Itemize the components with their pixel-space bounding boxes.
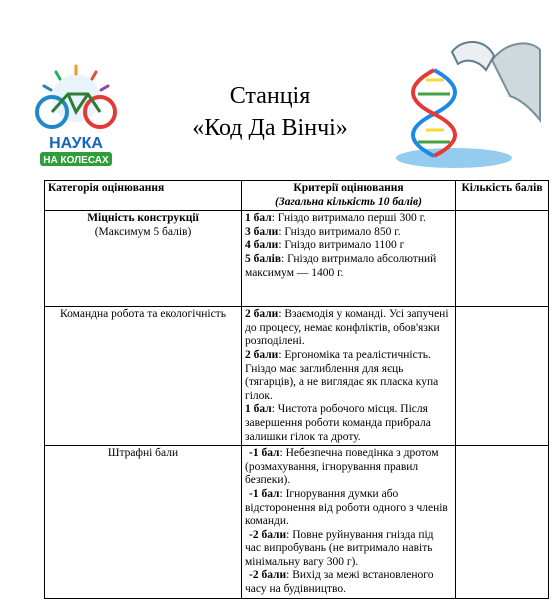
- criteria-label: -2 бали: [249, 569, 287, 582]
- category-title: Міцність конструкції: [87, 212, 199, 225]
- criteria-item: [245, 349, 452, 403]
- criteria-label: 1 бал: [245, 212, 272, 225]
- criteria-item: [245, 253, 452, 280]
- criteria-label: 2 бали: [245, 308, 279, 321]
- table-row-strength: [45, 211, 549, 307]
- criteria-cell: [242, 307, 456, 446]
- criteria-label: -1 бал: [249, 487, 280, 500]
- criteria-item: [245, 403, 452, 444]
- grading-table: [44, 180, 549, 599]
- header-points: Кількість балів: [456, 181, 549, 211]
- criteria-label: -2 бали: [249, 528, 287, 541]
- dna-helix: [413, 70, 455, 156]
- robot-hand-dna-icon: [382, 30, 542, 172]
- criteria-text: : Гніздо витримало 1100 г: [278, 239, 405, 252]
- criteria-label: -1 бал: [249, 447, 280, 460]
- criteria-item: [245, 212, 452, 226]
- criteria-item: [245, 569, 452, 596]
- criteria-label: 1 бал: [245, 403, 272, 416]
- category-note: (Максимум 5 балів): [94, 225, 192, 238]
- glow-base: [396, 148, 512, 168]
- header-criteria-title: Критерії оцінювання: [293, 182, 404, 194]
- criteria-label: 2 бали: [245, 348, 279, 361]
- criteria-label: 5 балів: [245, 252, 282, 265]
- category-cell: [45, 446, 242, 599]
- header-criteria: [242, 181, 456, 211]
- points-cell: [456, 211, 549, 307]
- criteria-text: : Вихід за межі встановленого часу на будівництво.: [245, 569, 434, 596]
- criteria-item: [245, 239, 452, 253]
- category-cell: [45, 211, 242, 307]
- points-cell: [456, 446, 549, 599]
- criteria-text: : Гніздо витримало абсолютний максимум — 1400 г.: [245, 252, 437, 279]
- table-row-penalties: [45, 446, 549, 599]
- criteria-text: : Повне руйнування гнізда під час випробувань (не витримало навіть мінімальну вагу 300 г).: [245, 528, 434, 568]
- station-title: [150, 80, 390, 144]
- header-criteria-subtitle: (Загальна кількість 10 балів): [275, 195, 422, 208]
- title-line-2: «Код Да Вінчі»: [192, 115, 348, 141]
- criteria-item: [245, 447, 452, 488]
- criteria-cell: [242, 446, 456, 599]
- logo-text-top: НАУКА: [49, 135, 103, 152]
- header-category: Категорія оцінювання: [45, 181, 242, 211]
- category-title: Штрафні бали: [107, 447, 179, 460]
- table-header-row: [45, 181, 549, 211]
- criteria-text: : Небезпечна поведінка з дротом (розмахування, ігнорування правил безпеки).: [245, 447, 439, 487]
- criteria-item: [245, 529, 452, 570]
- table-row-teamwork: [45, 307, 549, 446]
- criteria-text: : Взаємодія у команді. Усі запучені до процесу, немає конфліктів, обов'язки розподілені.: [245, 308, 449, 348]
- criteria-cell: [242, 211, 456, 307]
- criteria-text: : Ергономіка та реалістичність. Гніздо має заглиблення для яєць (тягарців), а не виглядає як пласка купа гілок.: [245, 348, 439, 402]
- robot-arm: [492, 43, 540, 120]
- criteria-text: : Гніздо витримало 850 г.: [278, 225, 401, 238]
- criteria-label: 4 бали: [245, 239, 279, 252]
- robot-finger: [452, 42, 494, 70]
- points-cell: [456, 307, 549, 446]
- category-cell: [45, 307, 242, 446]
- criteria-text: : Ігнорування думки або відсторонення від роботи одного з членів команди.: [245, 487, 448, 528]
- title-line-1: Станція: [229, 83, 311, 109]
- criteria-item: [245, 488, 452, 529]
- criteria-item: [245, 226, 452, 240]
- criteria-text: : Гніздо витримало перші 300 г.: [271, 212, 426, 225]
- category-title: Командна робота та екологічність: [60, 308, 226, 321]
- criteria-text: : Чистота робочого місця. Після завершення роботи команда прибрала залишки гілок та дроту.: [245, 403, 431, 443]
- criteria-item: [245, 308, 452, 349]
- nauka-na-kolesah-logo: [20, 62, 132, 172]
- criteria-label: 3 бали: [245, 225, 279, 238]
- logo-text-bottom: НА КОЛЕСАХ: [43, 155, 109, 166]
